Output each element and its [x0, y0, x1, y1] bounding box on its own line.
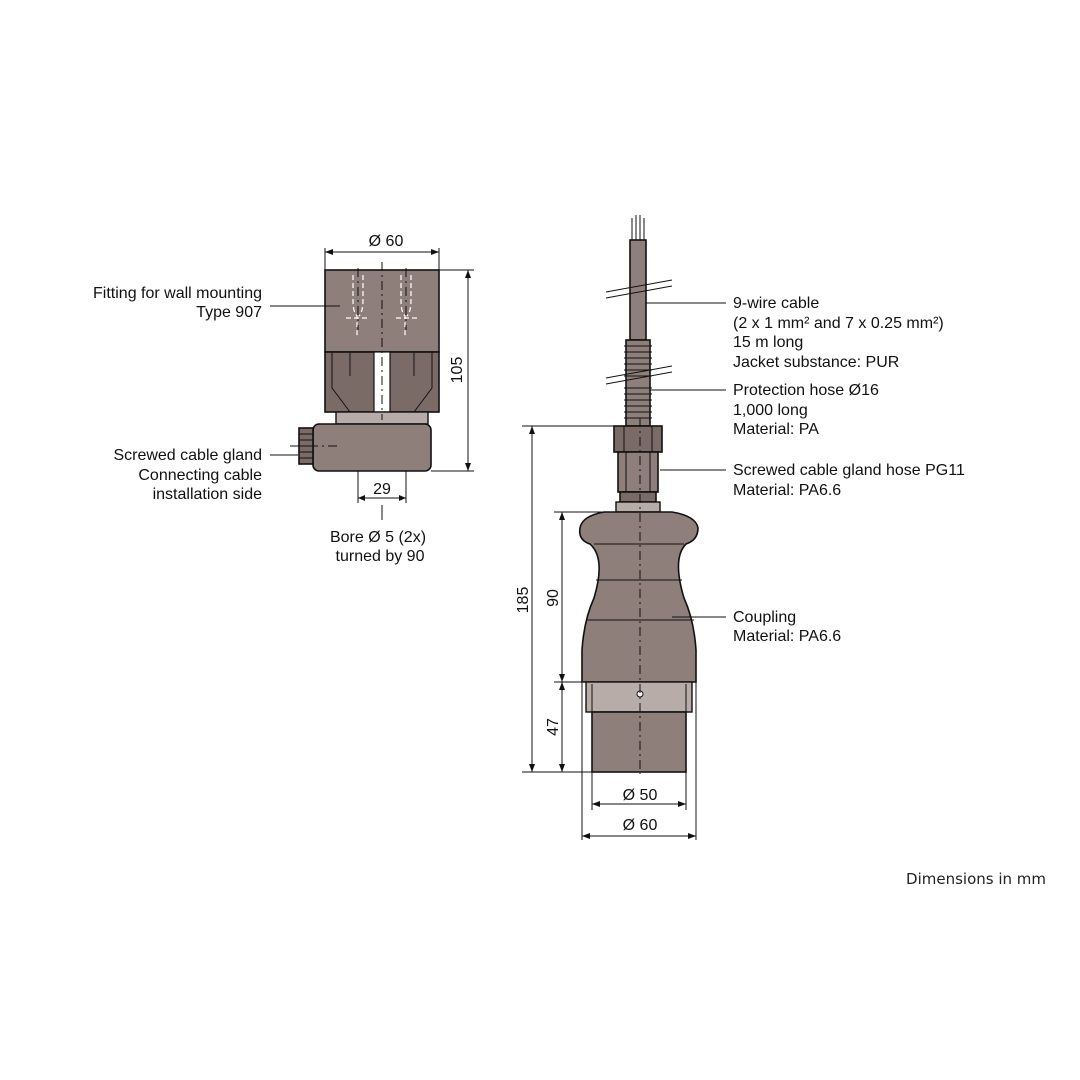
sensor-bottom	[592, 712, 686, 772]
cable-label-3: 15 m long	[733, 334, 804, 351]
pg11-gland-thread	[618, 452, 658, 492]
cable-label-1: 9-wire cable	[733, 295, 820, 312]
wall-fitting-view	[93, 233, 474, 565]
wall-fitting-height-dim: 105	[449, 356, 466, 384]
diameter-50-dim: Ø 50	[622, 787, 658, 804]
bore-label-2: turned by 90	[335, 548, 425, 565]
pg11-gland-nut	[614, 426, 662, 452]
pg11-label-2: Material: PA6.6	[733, 482, 842, 499]
gland-label-3: installation side	[152, 486, 262, 503]
coupling-length-dim: 90	[545, 589, 562, 607]
coupling-body	[580, 512, 698, 682]
wall-fitting-label-1: Fitting for wall mounting	[93, 285, 262, 302]
sensor-view	[515, 215, 965, 840]
cable-label-4: Jacket substance: PUR	[733, 354, 900, 371]
sensor-total-length-dim: 185	[515, 586, 532, 614]
gland-label-2: Connecting cable	[138, 467, 262, 484]
wall-fitting-label-2: Type 907	[196, 304, 262, 321]
diameter-60-dim: Ø 60	[622, 817, 658, 834]
protection-hose	[624, 340, 652, 426]
wall-fitting-width-dim: Ø 60	[368, 233, 404, 250]
bore-label-1: Bore Ø 5 (2x)	[329, 529, 427, 546]
coupling-label-1: Coupling	[733, 609, 797, 626]
cable	[630, 240, 646, 340]
hose-label-1: Protection hose Ø16	[733, 382, 879, 399]
gland-label-1: Screwed cable gland	[113, 447, 262, 464]
bottom-length-dim: 47	[545, 718, 562, 736]
dimensions-note: Dimensions in mm	[906, 870, 1046, 888]
hose-label-3: Material: PA	[733, 421, 819, 438]
hose-label-2: 1,000 long	[733, 402, 808, 419]
coupling-label-2: Material: PA6.6	[733, 628, 842, 645]
wall-fitting-base	[313, 424, 431, 471]
pg11-label-1: Screwed cable gland hose PG11	[733, 462, 965, 479]
wall-fitting-bore-spacing-dim: 29	[373, 481, 391, 498]
cable-label-2: (2 x 1 mm² and 7 x 0.25 mm²)	[733, 315, 944, 332]
